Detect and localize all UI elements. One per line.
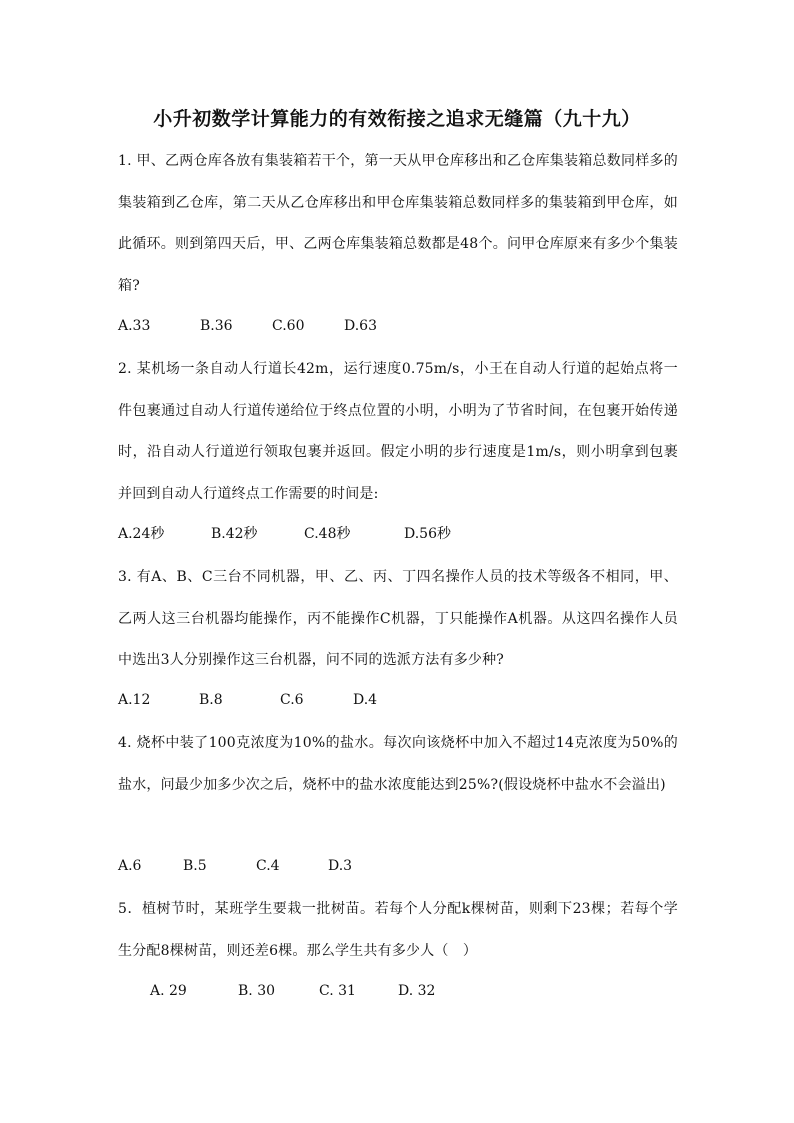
question-4-text: 4. 烧杯中装了100克浓度为10%的盐水。每次向该烧杯中加入不超过14克浓度为50%的盐水，问最少加多少次之后，烧杯中的盐水浓度能达到25%?(假设烧杯中盐水不会溢出) [118,735,678,793]
option-b: B.5 [183,858,207,874]
option-b: B. 30 [238,983,276,999]
option-d: D.3 [328,858,353,874]
question-5-text: 5．植树节时，某班学生要栽一批树苗。若每个人分配k棵树苗，则剩下23棵；若每个学生分配8棵树苗，则还差6棵。那么学生共有多少人（ ） [118,901,678,959]
option-d: D. 32 [398,983,436,999]
option-c: C.6 [280,692,304,708]
question-1-text: 1. 甲、乙两仓库各放有集装箱若干个，第一天从甲仓库移出和乙仓库集装箱总数同样多的集装箱到乙仓库，第二天从乙仓库移出和甲仓库集装箱总数同样多的集装箱到甲仓库，如此循环。则到第四天后，甲、乙两仓库集装箱总数都是48个。问甲仓库原来有多少个集装箱? [118,153,678,294]
option-b: B.8 [199,692,223,708]
question-3-text: 3. 有A、B、C三台不同机器，甲、乙、丙、丁四名操作人员的技术等级各不相同，甲、乙两人这三台机器均能操作，丙不能操作C机器，丁只能操作A机器。从这四名操作人员中选出3人分别操作这三台机器，问不同的选派方法有多少种? [118,569,678,668]
option-d: D.63 [344,318,377,334]
option-c: C.60 [272,318,305,334]
option-a: A. 29 [150,983,187,999]
option-d: D.56秒 [404,526,451,542]
option-b: B.42秒 [211,526,258,542]
option-a: A.33 [118,318,151,334]
page-title: 小升初数学计算能力的有效衔接之追求无缝篇（九十九） [153,108,641,130]
option-a: A.6 [118,858,142,874]
option-a: A.24秒 [118,526,165,542]
option-c: C. 31 [319,983,356,999]
question-1-options [118,316,377,336]
option-c: C.48秒 [304,526,351,542]
option-b: B.36 [200,318,233,334]
question-4-options [118,856,352,876]
question-2-options [118,524,451,544]
option-c: C.4 [256,858,280,874]
question-3-options [118,690,377,710]
option-d: D.4 [353,692,378,708]
question-2-text: 2. 某机场一条自动人行道长42m，运行速度0.75m/s，小王在自动人行道的起始点将一件包裹通过自动人行道传递给位于终点位置的小明，小明为了节省时间，在包裹开始传递时，沿自动人行道逆行领取包裹并返回。假定小明的步行速度是1m/s，则小明拿到包裹并回到自动人行道终点工作需要的时间是: [118,361,678,502]
option-a: A.12 [118,692,151,708]
question-5-options [150,981,435,1001]
